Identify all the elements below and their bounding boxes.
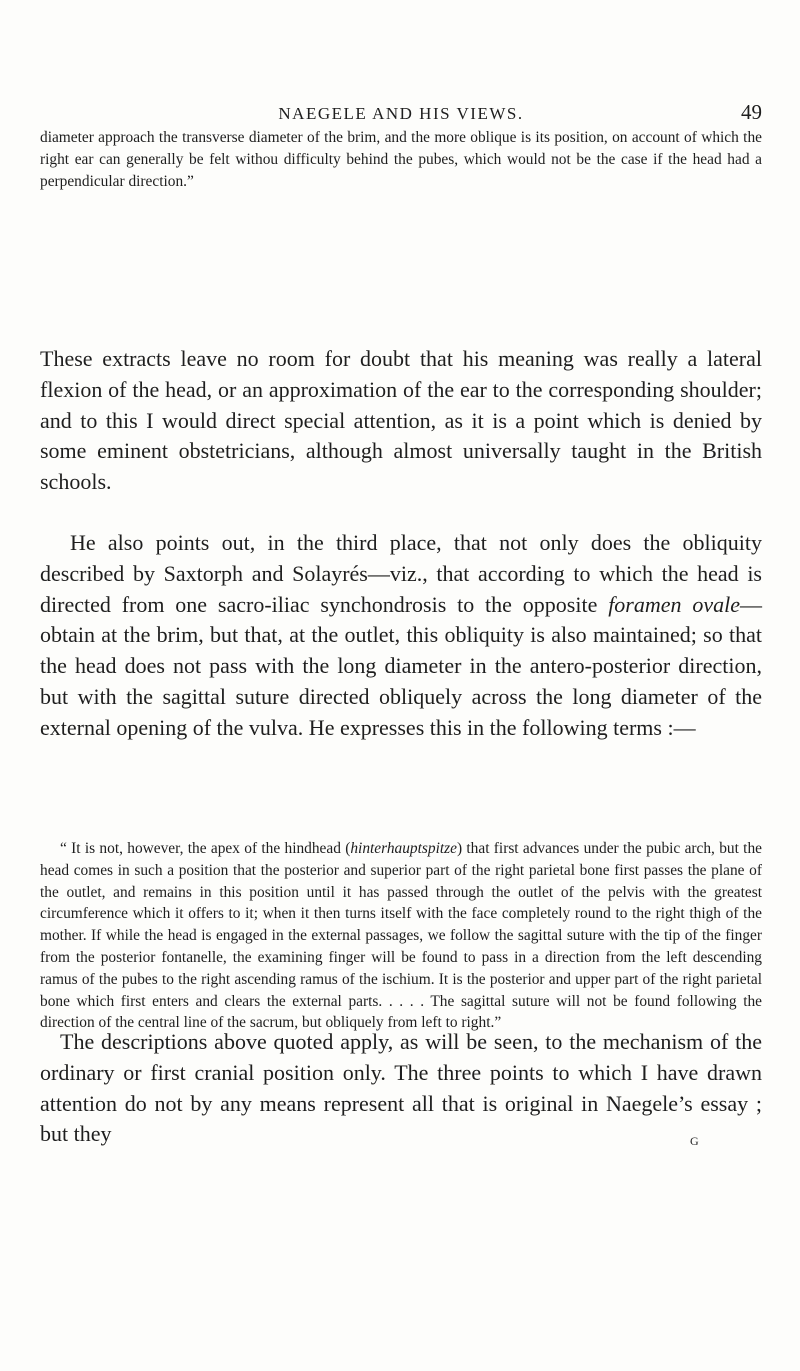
paragraph-third-point-start: He also points out, in the third place, that not only does the obliquity described by Saxtorph and Solayrés—viz., that according to which the head is directed from one sacro-iliac synchondrosis to the opposite — [40, 530, 762, 617]
quote-hindhead — [40, 838, 762, 1034]
running-head — [40, 100, 762, 130]
paragraph-third-point — [40, 528, 762, 744]
paragraph-extracts: These extracts leave no room for doubt that his meaning was really a lateral flexion of the head, or an approximation of the ear to the corresponding shoulder; and to this I would direct special attention, as it is a point which is denied by some eminent obstetricians, although almost universally taught in the British schools. — [40, 346, 762, 495]
quote-continuation: diameter approach the transverse diameter of the brim, and the more oblique is its position, on account of which the right ear can generally be felt withou difficulty behind the pubes, which would not be the case if the head had a perpendicular direction.” — [40, 129, 762, 190]
quote-hindhead-start: “ It is not, however, the apex of the hindhead ( — [60, 840, 351, 857]
signature-mark: G — [690, 1134, 699, 1148]
paragraph-third-point-end: —obtain at the brim, but that, at the outlet, this obliquity is also maintained; so that the head does not pass with the long diameter in the antero-posterior direction, but with the sagittal suture directed obliquely across the long diameter of the external opening of the vulva. He expresses this in the following terms :— — [40, 591, 763, 740]
hinterhauptspitze-emphasis: hinterhauptspitze — [350, 840, 457, 857]
paragraph-descriptions: The descriptions above quoted apply, as will be seen, to the mechanism of the ordinary or first cranial position only. The three points to which I have drawn attention do not by any means represent all that is original in Naegele’s essay ; but they — [40, 1029, 762, 1147]
foramen-ovale-emphasis: foramen ovale — [608, 591, 741, 617]
quote-hindhead-end: ) that first advances under the pubic arch, but the head comes in such a position that the posterior and superior part of the right parietal bone first passes the plane of the outlet, and remains in this position until it has passed through the outlet of the pelvis with the greatest circumference which it offers to it; when it then turns itself with the face completely round to the right thigh of the mother. If while the head is engaged in the external passages, we follow the sagittal suture with the tip of the finger from the posterior fontanelle, the examining finger will be found to pass in a direction from the left descending ramus of the pubes to the right ascending ramus of the ischium. It is the posterior and upper part of the right parietal bone which first enters and clears the external parts. . . . . The sagittal suture will not be found following the direction of the central line of the sacrum, but obliquely from left to right.” — [40, 840, 762, 1032]
page-number: 49 — [741, 100, 762, 124]
running-title: NAEGELE AND HIS VIEWS. — [278, 104, 524, 123]
